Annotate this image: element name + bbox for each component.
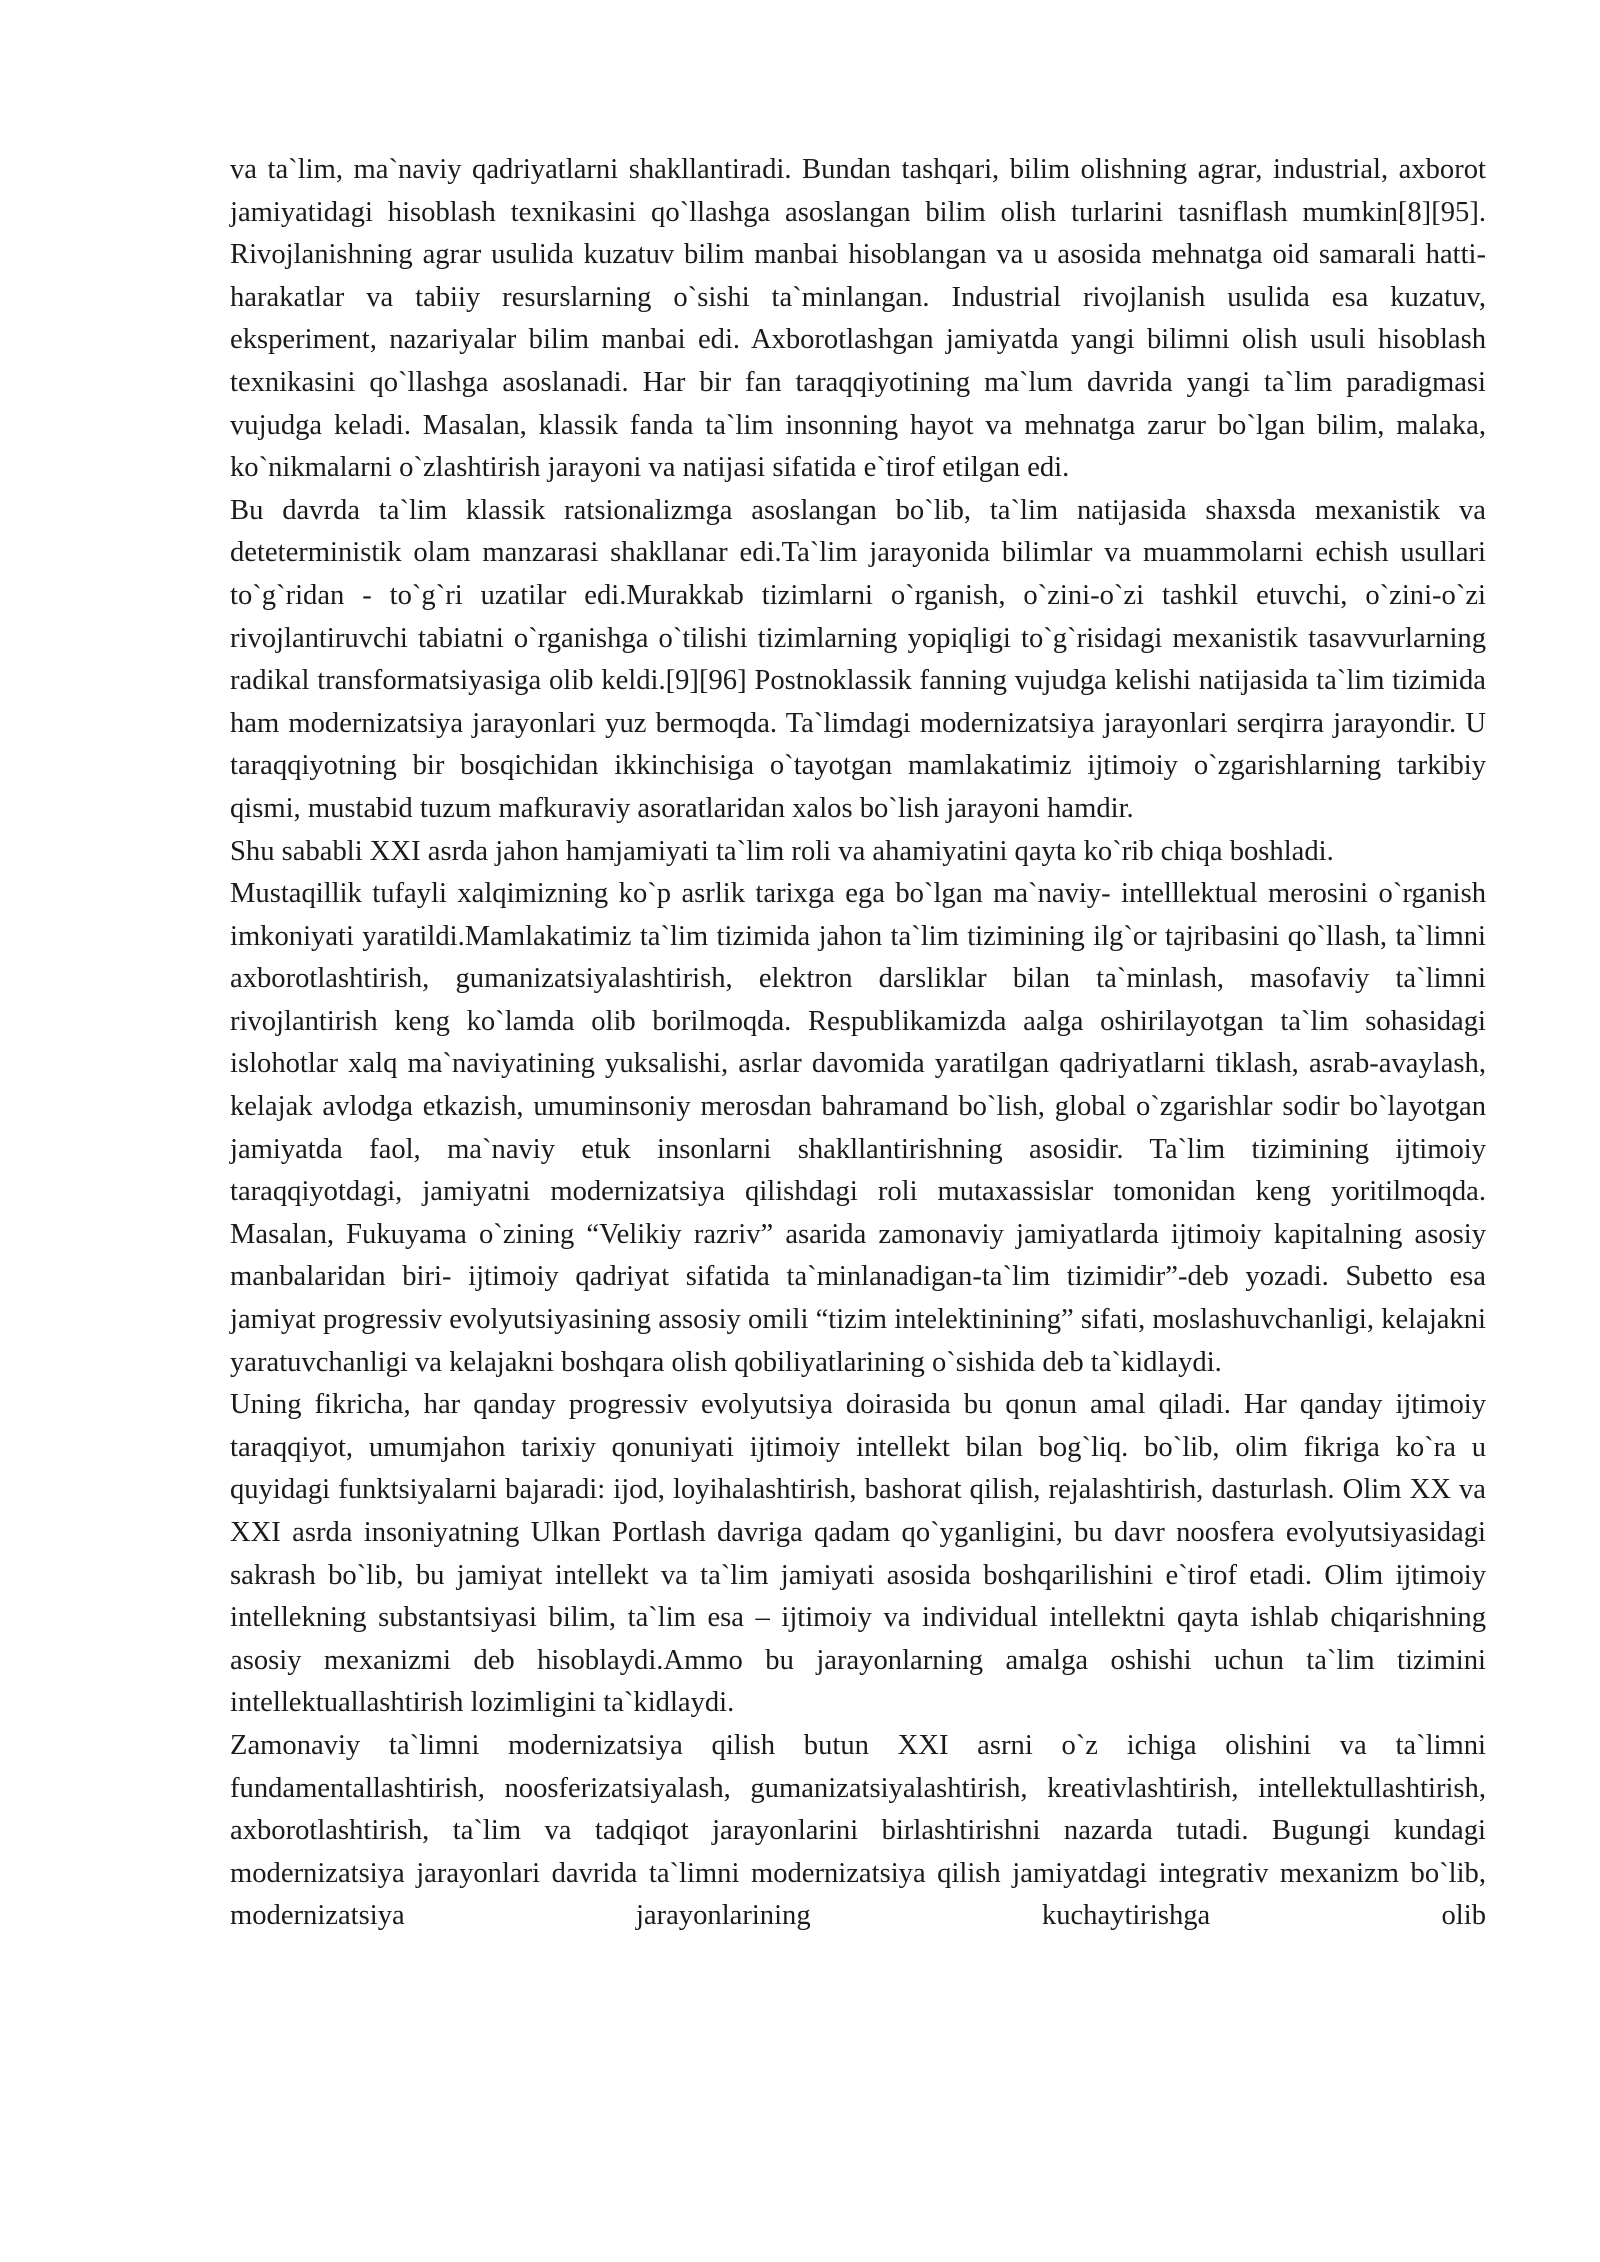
paragraph-2: Bu davrda ta`lim klassik ratsionalizmga asoslangan bo`lib, ta`lim natijasida shaxsda mexanistik va deteterministik olam manzarasi shakllanar edi.Ta`lim jarayonida bilimlar va muammolarni echish usullari to`g`ridan - to`g`ri uzatilar edi.Murakkab tizimlarni o`rganish, o`zini-o`zi tashkil etuvchi, o`zini-o`zi rivojlantiruvchi tabiatni o`rganishga o`tilishi tizimlarning yopiqligi to`g`risidagi mexanistik tasavvurlarning radikal transformatsiyasiga olib keldi.[9][96] Postnoklassik fanning vujudga kelishi natijasida ta`lim tizimida ham modernizatsiya jarayonlari yuz bermoqda. Ta`limdagi modernizatsiya jarayonlari serqirra jarayondir. U taraqqiyotning bir bosqichidan ikkinchisiga o`tayotgan mamlakatimiz ijtimoiy o`zgarishlarning tarkibiy qismi, mustabid tuzum mafkuraviy asoratlaridan xalos bo`lish jarayoni hamdir. xyxy=(230,494,1486,824)
document-body xyxy=(230,149,1486,1938)
paragraph-4: Mustaqillik tufayli xalqimizning ko`p asrlik tarixga ega bo`lgan ma`naviy- intelllektual merosini o`rganish imkoniyati yaratildi.Mamlakatimiz ta`lim tizimida jahon ta`lim tizimining ilg`or tajribasini qo`llash, ta`limni axborotlashtirish, gumanizatsiyalashtirish, elektron darsliklar bilan ta`minlash, masofaviy ta`limni rivojlantirish keng ko`lamda olib borilmoqda. Respublikamizda aalga oshirilayotgan ta`lim sohasidagi islohotlar xalq ma`naviyatining yuksalishi, asrlar davomida yaratilgan qadriyatlarni tiklash, asrab-avaylash, kelajak avlodga etkazish, umuminsoniy merosdan bahramand bo`lish, global o`zgarishlar sodir bo`layotgan jamiyatda faol, ma`naviy etuk insonlarni shakllantirishning asosidir. Ta`lim tizimining ijtimoiy taraqqiyotdagi, jamiyatni modernizatsiya qilishdagi roli mutaxassislar tomonidan keng yoritilmoqda. Masalan, Fukuyama o`zining “Velikiy razriv” asarida zamonaviy jamiyatlarda ijtimoiy kapitalning asosiy manbalaridan biri- ijtimoiy qadriyat sifatida ta`minlanadigan-ta`lim tizimidir”-deb yozadi. Subetto esa jamiyat progressiv evolyutsiyasining assosiy omili “tizim intelektinining” sifati, moslashuvchanligi, kelajakni yaratuvchanligi va kelajakni boshqara olish qobiliyatlarining o`sishida deb ta`kidlaydi. xyxy=(230,878,1486,1378)
paragraph-1: va ta`lim, ma`naviy qadriyatlarni shakllantiradi. Bundan tashqari, bilim olishning agrar, industrial, axborot jamiyatidagi hisoblash texnikasini qo`llashga asoslangan bilim olish turlarini tasniflash mumkin[8][95]. Rivojlanishning agrar usulida kuzatuv bilim manbai hisoblangan va u asosida mehnatga oid samarali hatti-harakatlar va tabiiy resurslarning o`sishi ta`minlangan. Industrial rivojlanish usulida esa kuzatuv, eksperiment, nazariyalar bilim manbai edi. Axborotlashgan jamiyatda yangi bilimni olish usuli hisoblash texnikasini qo`llashga asoslanadi. Har bir fan taraqqiyotining ma`lum davrida yangi ta`lim paradigmasi vujudga keladi. Masalan, klassik fanda ta`lim insonning hayot va mehnatga zarur bo`lgan bilim, malaka, ko`nikmalarni o`zlashtirish jarayoni va natijasi sifatida e`tirof etilgan edi. xyxy=(230,154,1486,484)
paragraph-6: Zamonaviy ta`limni modernizatsiya qilish butun XXI asrni o`z ichiga olishini va ta`limni fundamentallashtirish, noosferizatsiyalash, gumanizatsiyalashtirish, kreativlashtirish, intellektullashtirish, axborotlashtirish, ta`lim va tadqiqot jarayonlarini birlashtirishni nazarda tutadi. Bugungi kundagi modernizatsiya jarayonlari davrida ta`limni modernizatsiya qilish jamiyatdagi integrativ mexanizm bo`lib, modernizatsiya jarayonlarining kuchaytirishga olib xyxy=(230,1729,1486,1932)
paragraph-3: Shu sababli XXI asrda jahon hamjamiyati ta`lim roli va ahamiyatini qayta ko`rib chiqa boshladi. xyxy=(230,835,1334,867)
paragraph-5: Uning fikricha, har qanday progressiv evolyutsiya doirasida bu qonun amal qiladi. Har qanday ijtimoiy taraqqiyot, umumjahon tarixiy qonuniyati ijtimoiy intellekt bilan bog`liq. bo`lib, olim fikriga ko`ra u quyidagi funktsiyalarni bajaradi: ijod, loyihalashtirish, bashorat qilish, rejalashtirish, dasturlash. Olim XX va XXI asrda insoniyatning Ulkan Portlash davriga qadam qo`yganligini, bu davr noosfera evolyutsiyasidagi sakrash bo`lib, bu jamiyat intellekt va ta`lim jamiyati asosida boshqarilishini e`tirof etadi. Olim ijtimoiy intellekning substantsiyasi bilim, ta`lim esa – ijtimoiy va individual intellektni qayta ishlab chiqarishning asosiy mexanizmi deb hisoblaydi.Ammo bu jarayonlarning amalga oshishi uchun ta`lim tizimini intellektuallashtirish lozimligini ta`kidlaydi. xyxy=(230,1389,1486,1719)
